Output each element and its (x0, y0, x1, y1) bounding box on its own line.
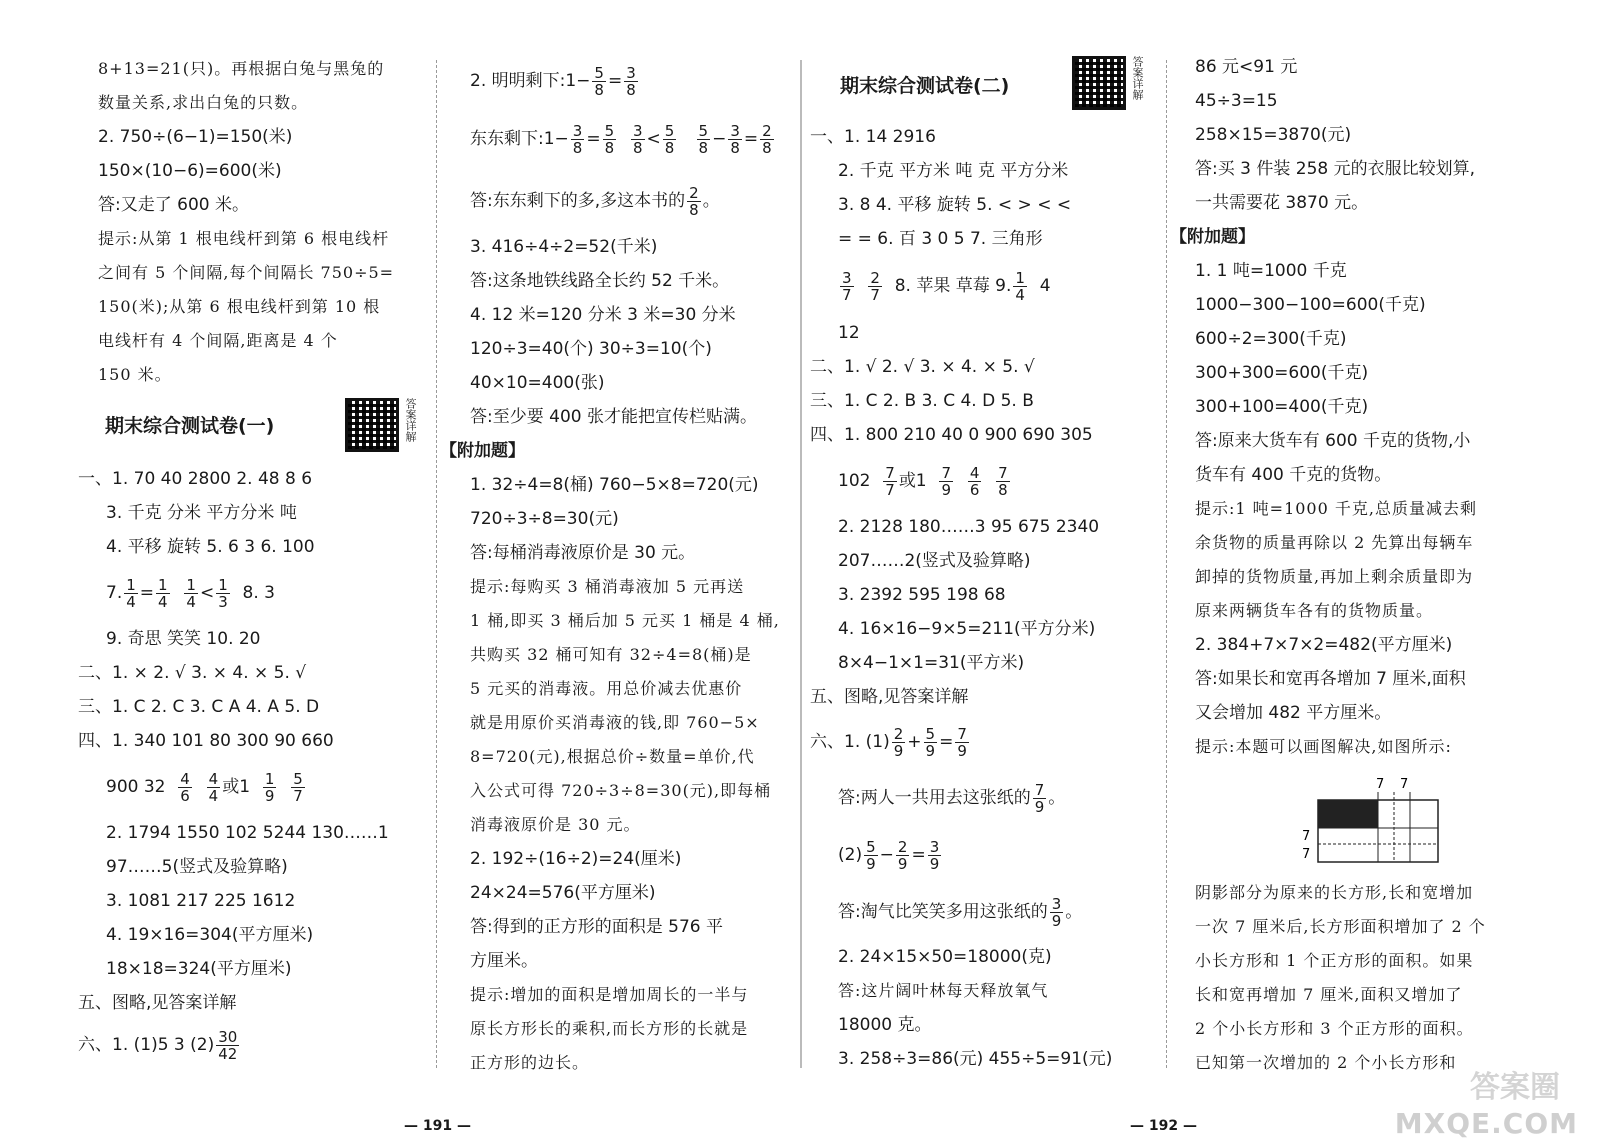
fraction: $\frac{5}{9}$ (925, 724, 936, 760)
answer-line: 一共需要花 3870 元。 (1195, 193, 1369, 213)
answer-line: 9. 奇思 笑笑 10. 20 (106, 629, 261, 649)
answer-line: 1. 1 吨=1000 千克 (1195, 261, 1347, 281)
fraction: $\frac{5}{8}$ (604, 121, 615, 157)
answer-line: 207……2(竖式及验算略) (838, 551, 1031, 571)
fraction: $\frac{5}{8}$ (664, 121, 675, 157)
answer-line: 二、1. √ 2. √ 3. × 4. × 5. √ (810, 357, 1035, 377)
answer-line-fractions: 东东剩下:1− $\frac{3}{8}$ = $\frac{5}{8}$ $\frac{3}{8}$ < $\frac{5}{8}$ $\frac{5}{8}$ − $\frac{3}{8}$ = $\frac{2}{8}$ (470, 121, 772, 157)
answer-line-fractions (78, 1020, 428, 1070)
answer-line: 3. 1081 217 225 1612 (106, 891, 296, 911)
text-segment: 2. 明明剩下:1− (470, 71, 591, 91)
answer-line: 答:买 3 件装 258 元的衣服比较划算, (1195, 159, 1476, 179)
answer-line: 300+300=600(千克) (1195, 363, 1369, 383)
column-4 (1170, 50, 1540, 764)
hint-line: 提示:增加的面积是增加周长的一半与 (470, 985, 749, 1004)
answer-line: 12 (838, 323, 860, 343)
q7-prefix: 7. (106, 583, 123, 603)
exam1-answers (78, 462, 428, 1070)
fraction: $\frac{5}{8}$ (698, 121, 709, 157)
answer-line: 97……5(竖式及验算略) (106, 857, 288, 877)
answer-line: 答:原来大货车有 600 千克的货物,小 (1195, 431, 1471, 451)
hint-line: 卸掉的货物质量,再加上剩余质量即为 (1195, 567, 1474, 586)
fraction: $\frac{5}{7}$ (293, 769, 303, 805)
fraction: $\frac{7}{9}$ (941, 463, 951, 499)
figure-label: 7 (1302, 847, 1311, 862)
answer-line: 二、1. × 2. √ 3. × 4. × 5. √ (78, 663, 307, 683)
q7-suffix: 8. 3 (242, 583, 275, 603)
qr-code-icon (345, 398, 399, 452)
answer-line-fractions: 2. 明明剩下:1− $\frac{5}{8}$ = $\frac{3}{8}$ (470, 63, 636, 99)
answer-line: 4. 16×16−9×5=211(平方分米) (838, 619, 1096, 639)
hint-line: 原来两辆货车各有的货物质量。 (1195, 601, 1434, 620)
hint-line: 之间有 5 个间隔,每个间隔长 750÷5= (98, 263, 395, 282)
answer-line-fractions: 答:两人一共用去这张纸的 $\frac{7}{9}$ 。 (838, 780, 1066, 816)
fraction: $\frac{4}{6}$ (969, 463, 980, 499)
page-divider (800, 60, 802, 1068)
text-line: 数量关系,求出白兔的只数。 (98, 93, 309, 112)
hint-line: 8=720(元),根据总价÷数量=单价,代 (470, 747, 755, 766)
answer-line: 3. 千克 分米 平方分米 吨 (106, 503, 297, 523)
answer-line: 2. 192÷(16÷2)=24(厘米) (470, 849, 682, 869)
hint-line: 电线杆有 4 个间隔,距离是 4 个 (98, 331, 338, 350)
answer-line: 五、图略,见答案详解 (78, 993, 237, 1013)
text-segment: 或1 (898, 471, 927, 491)
fraction: $\frac{1}{4}$ (158, 575, 168, 611)
hint-line: 原长方形长的乘积,而长方形的长就是 (470, 1019, 749, 1038)
answer-line: 答:如果长和宽再各增加 7 厘米,面积 (1195, 669, 1466, 689)
hint-line: 消毒液原价是 30 元。 (470, 815, 641, 834)
text-segment: 六、1. (1) (810, 732, 890, 752)
text-segment: 102 (838, 471, 871, 491)
text-segment: 六、1. (1)5 3 (2) (78, 1035, 215, 1055)
watermark: MXQE.COM (1394, 1107, 1578, 1140)
hint-line: 阴影部分为原来的长方形,长和宽增加 (1195, 883, 1474, 902)
answer-line: 24×24=576(平方厘米) (470, 883, 656, 903)
answer-line: 720÷3÷8=30(元) (470, 509, 619, 529)
hint-line: 就是用原价买消毒液的钱,即 760−5× (470, 713, 760, 732)
answer-line: 8×4−1×1=31(平方米) (838, 653, 1025, 673)
answer-line-fractions: (2) $\frac{5}{9}$ − $\frac{2}{9}$ = $\frac{3}{9}$ (838, 837, 940, 873)
hint-line: 150 米。 (98, 365, 172, 384)
figure-label: 7 (1400, 777, 1409, 792)
addon-title: 【附加题】 (1170, 227, 1255, 247)
hint-line: 提示:每购买 3 桶消毒液加 5 元再送 (470, 577, 745, 596)
answer-line: 3. 258÷3=86(元) 455÷5=91(元) (838, 1049, 1113, 1069)
answer-line-fractions: 六、1. (1) $\frac{2}{9}$ + $\frac{5}{9}$ = $\frac{7}{9}$ (810, 724, 967, 760)
qr-code-icon (1072, 56, 1126, 110)
answer-line: 120÷3=40(个) 30÷3=10(个) (470, 339, 712, 359)
hint-line: 150(米);从第 6 根电线杆到第 10 根 (98, 297, 381, 316)
page-number-left: — 191 — (404, 1118, 471, 1134)
hint-line: 正方形的边长。 (470, 1053, 590, 1072)
answer-line: 2. 2128 180……3 95 675 2340 (838, 517, 1100, 537)
qr-label: 答案详解 (404, 398, 417, 442)
qr-label: 答案详解 (1131, 56, 1144, 100)
hint-line: 小长方形和 1 个正方形的面积。如果 (1195, 951, 1474, 970)
fraction: $\frac{5}{9}$ (866, 837, 876, 873)
text-line: 8+13=21(只)。再根据白兔与黑兔的 (98, 59, 385, 78)
text-line: 答:又走了 600 米。 (98, 195, 249, 215)
fraction: $\frac{3}{8}$ (572, 121, 583, 157)
hint-line: 5 元买的消毒液。用总价减去优惠价 (470, 679, 743, 698)
answer-line-fractions (810, 452, 1165, 510)
answer-line: 2. 1794 1550 102 5244 130……1 (106, 823, 389, 843)
answer-line-fractions: 答:东东剩下的多,多这本书的 $\frac{2}{8}$ 。 (470, 183, 720, 219)
hint-line: 长和宽再增加 7 厘米,面积又增加了 (1195, 985, 1463, 1004)
fraction: $\frac{4}{4}$ (208, 769, 219, 805)
answer-line: 45÷3=15 (1195, 91, 1278, 111)
text-segment: 东东剩下:1− (470, 129, 569, 149)
answer-line: 2. 384+7×7×2=482(平方厘米) (1195, 635, 1453, 655)
answer-line-fractions (78, 758, 428, 816)
answer-line: 四、1. 340 101 80 300 90 660 (78, 731, 334, 751)
answer-line: 86 元<91 元 (1195, 57, 1298, 77)
answer-line: 答:得到的正方形的面积是 576 平 (470, 917, 723, 937)
hint-line: 共购买 32 桶可知有 32÷4=8(桶)是 (470, 645, 752, 664)
fraction: $\frac{2}{7}$ (870, 268, 880, 304)
hint-line: 已知第一次增加的 2 个小长方形和 (1195, 1053, 1457, 1072)
fraction: $\frac{1}{4}$ (1015, 268, 1025, 304)
hint-line: 一次 7 厘米后,长方形面积增加了 2 个 (1195, 917, 1486, 936)
fraction: $\frac{30}{42}$ (218, 1027, 238, 1063)
answer-line: 2. 千克 平方米 吨 克 平方分米 (838, 161, 1069, 181)
text-line: 150×(10−6)=600(米) (98, 161, 282, 181)
answer-line: 三、1. C 2. B 3. C 4. D 5. B (810, 391, 1034, 411)
answer-line: 三、1. C 2. C 3. C A 4. A 5. D (78, 697, 320, 717)
text-segment: 答:淘气比笑笑多用这张纸的 (838, 902, 1048, 922)
answer-line: 4. 12 米=120 分米 3 米=30 分米 (470, 305, 736, 325)
hint-line: 1 桶,即买 3 桶后加 5 元买 1 桶是 4 桶, (470, 611, 780, 630)
answer-line: 四、1. 800 210 40 0 900 690 305 (810, 425, 1093, 445)
fraction: $\frac{2}{8}$ (689, 183, 699, 219)
fraction: $\frac{2}{9}$ (897, 837, 908, 873)
answer-line: 1000−300−100=600(千克) (1195, 295, 1426, 315)
figure-label: 7 (1302, 829, 1311, 844)
column-divider (1166, 60, 1167, 1068)
fraction: $\frac{7}{8}$ (998, 463, 1008, 499)
fraction: $\frac{2}{9}$ (893, 724, 904, 760)
answer-line: 五、图略,见答案详解 (810, 687, 969, 707)
fraction: $\frac{1}{4}$ (126, 575, 136, 611)
hint-line: 2 个小长方形和 3 个正方形的面积。 (1195, 1019, 1474, 1038)
fraction: $\frac{3}{8}$ (632, 121, 643, 157)
answer-line: 答:这条地铁线路全长约 52 千米。 (470, 271, 730, 291)
answer-line: 18000 克。 (838, 1015, 932, 1035)
fraction: $\frac{7}{9}$ (1034, 780, 1045, 816)
fraction: $\frac{1}{4}$ (186, 575, 196, 611)
text-segment: 8. 苹果 草莓 9. (894, 276, 1012, 296)
fraction: $\frac{1}{3}$ (218, 575, 228, 611)
hint-line: 提示:从第 1 根电线杆到第 6 根电线杆 (98, 229, 390, 248)
answer-line: 一、1. 70 40 2800 2. 48 8 6 (78, 469, 313, 489)
column-divider (436, 60, 437, 1068)
answer-line: 货车有 400 千克的货物。 (1195, 465, 1392, 485)
column-3 (810, 120, 1165, 1076)
column-4-bottom (1195, 876, 1540, 1080)
fraction: $\frac{3}{8}$ (730, 121, 740, 157)
fraction: $\frac{5}{8}$ (594, 63, 604, 99)
exam1-title: 期末综合测试卷(一) (105, 415, 275, 437)
answer-line: 3. 2392 595 198 68 (838, 585, 1006, 605)
answer-line: 2. 24×15×50=18000(克) (838, 947, 1052, 967)
column-1 (98, 52, 428, 392)
fraction: $\frac{3}{7}$ (842, 268, 852, 304)
answer-line: 1. 32÷4=8(桶) 760−5×8=720(元) (470, 475, 759, 495)
page-number-right: — 192 — (1130, 1118, 1197, 1134)
answer-line: 答:这片阔叶林每天释放氧气 (838, 981, 1049, 1000)
rectangle-diagram (1290, 772, 1440, 872)
fraction: $\frac{7}{7}$ (885, 463, 895, 499)
shaded-rectangle (1318, 800, 1378, 828)
answer-line-fractions: 答:淘气比笑笑多用这张纸的 $\frac{3}{9}$ 。 (838, 894, 1083, 930)
answer-line: 300+100=400(千克) (1195, 397, 1369, 417)
answer-line: = = 6. 百 3 0 5 7. 三角形 (838, 229, 1043, 249)
fraction: $\frac{1}{9}$ (264, 769, 275, 805)
addon-title: 【附加题】 (440, 441, 525, 461)
answer-line: 一、1. 14 2916 (810, 127, 936, 147)
answer-line-fractions (810, 256, 1165, 316)
hint-line: 提示:1 吨=1000 千克,总质量减去剩 (1195, 499, 1477, 518)
answer-line: 18×18=324(平方厘米) (106, 959, 292, 979)
answer-line: 600÷2=300(千克) (1195, 329, 1347, 349)
answer-line: 3. 8 4. 平移 旋转 5. < > < < (838, 195, 1072, 215)
text-segment: (2) (838, 845, 863, 865)
answer-line: 答:至少要 400 张才能把宣传栏贴满。 (470, 407, 757, 427)
column-2 (440, 56, 810, 1080)
hint-line: 提示:本题可以画图解决,如图所示: (1195, 737, 1452, 756)
answer-line: 方厘米。 (470, 951, 538, 971)
text-segment: 4 (1039, 276, 1051, 296)
text-segment: 答:东东剩下的多,多这本书的 (470, 191, 686, 211)
answer-line: 258×15=3870(元) (1195, 125, 1352, 145)
text-segment: 900 32 (106, 777, 166, 797)
fraction: $\frac{3}{9}$ (1051, 894, 1062, 930)
watermark-logo: 答案圈 (1470, 1070, 1560, 1105)
answer-line: 40×10=400(张) (470, 373, 605, 393)
exam2-title: 期末综合测试卷(二) (840, 75, 1010, 97)
answer-line: 4. 19×16=304(平方厘米) (106, 925, 314, 945)
text-segment: 或1 (222, 777, 251, 797)
hint-line: 余货物的质量再除以 2 先算出每辆车 (1195, 533, 1474, 552)
text-line: 2. 750÷(6−1)=150(米) (98, 127, 293, 147)
figure-label: 7 (1376, 777, 1385, 792)
fraction: $\frac{4}{6}$ (180, 769, 190, 805)
fraction: $\frac{3}{9}$ (929, 837, 940, 873)
answer-line: 又会增加 482 平方厘米。 (1195, 703, 1392, 723)
text-segment: 答:两人一共用去这张纸的 (838, 788, 1031, 808)
fraction: $\frac{2}{8}$ (762, 121, 772, 157)
fraction: $\frac{7}{9}$ (957, 724, 967, 760)
answer-line: 答:每桶消毒液原价是 30 元。 (470, 543, 696, 563)
hint-line: 入公式可得 720÷3÷8=30(元),即每桶 (470, 781, 772, 800)
fraction: $\frac{3}{8}$ (626, 63, 636, 99)
answer-line: 4. 平移 旋转 5. 6 3 6. 100 (106, 537, 315, 557)
answer-line: 3. 416÷4÷2=52(千米) (470, 237, 658, 257)
answer-line-fractions: 7. $\frac{1}{4}$ = $\frac{1}{4}$ $\frac{1}{4}$ < $\frac{1}{3}$ 8. 3 (106, 575, 275, 611)
